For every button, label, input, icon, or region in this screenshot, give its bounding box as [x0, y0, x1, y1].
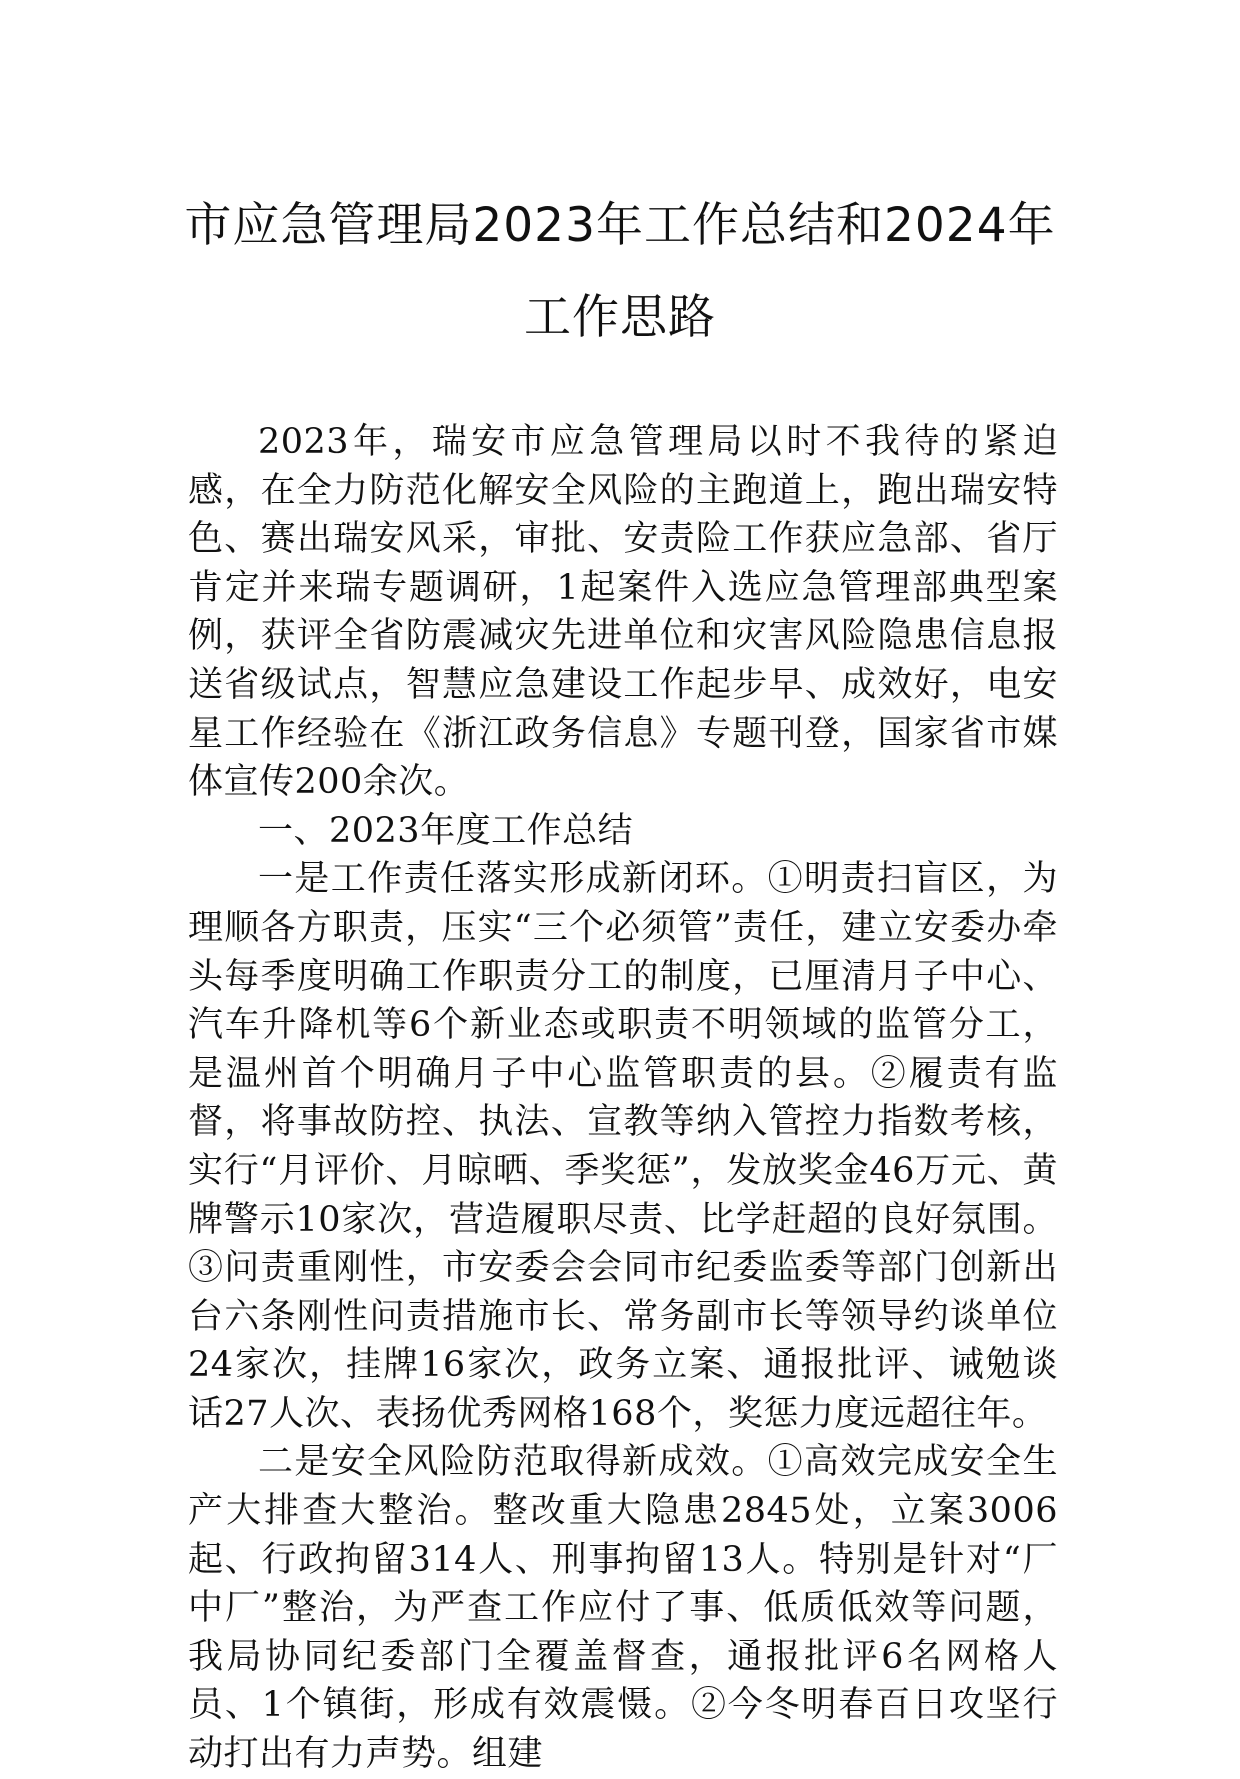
- section-heading: 一、2023年度工作总结: [258, 810, 634, 851]
- body-paragraph: 一是工作责任落实形成新闭环。①明责扫盲区，为理顺各方职责，压实“三个必须管”责任，建立安委办牵头每季度明确工作职责分工的制度，已厘清月子中心、汽车升降机等6个新业态或职责不明领域的监管分工，是温州首个明确月子中心监管职责的县。②履责有监督，将事故防控、执法、宣教等纳入管控力指数考核，实行“月评价、月晾晒、季奖惩”，发放奖金46万元、黄牌警示10家次，营造履职尽责、比学赶超的良好氛围。③问责重刚性，市安委会会同市纪委监委等部门创新出台六条刚性问责措施市长、常务副市长等领导约谈单位24家次，挂牌16家次，政务立案、通报批评、诫勉谈话27人次、表扬优秀网格168个，奖惩力度远超往年。: [188, 859, 1058, 1434]
- document-body: [188, 418, 1058, 1779]
- intro-paragraph: 2023年，瑞安市应急管理局以时不我待的紧迫感，在全力防范化解安全风险的主跑道上，跑出瑞安特色、赛出瑞安风采，审批、安责险工作获应急部、省厅肯定并来瑞专题调研，1起案件入选应急管理部典型案例，获评全省防震减灾先进单位和灾害风险隐患信息报送省级试点，智慧应急建设工作起步早、成效好，电安星工作经验在《浙江政务信息》专题刊登，国家省市媒体宣传200余次。: [188, 422, 1058, 803]
- document-title: 市应急管理局2023年工作总结和2024年工作思路: [184, 198, 1056, 345]
- body-paragraph: 二是安全风险防范取得新成效。①高效完成安全生产大排查大整治。整改重大隐患2845处，立案3006起、行政拘留314人、刑事拘留13人。特别是针对“厂中厂”整治，为严查工作应付了事、低质低效等问题，我局协同纪委部门全覆盖督查，通报批评6名网格人员、1个镇街，形成有效震慑。②今冬明春百日攻坚行动打出有力声势。组建: [188, 1442, 1058, 1775]
